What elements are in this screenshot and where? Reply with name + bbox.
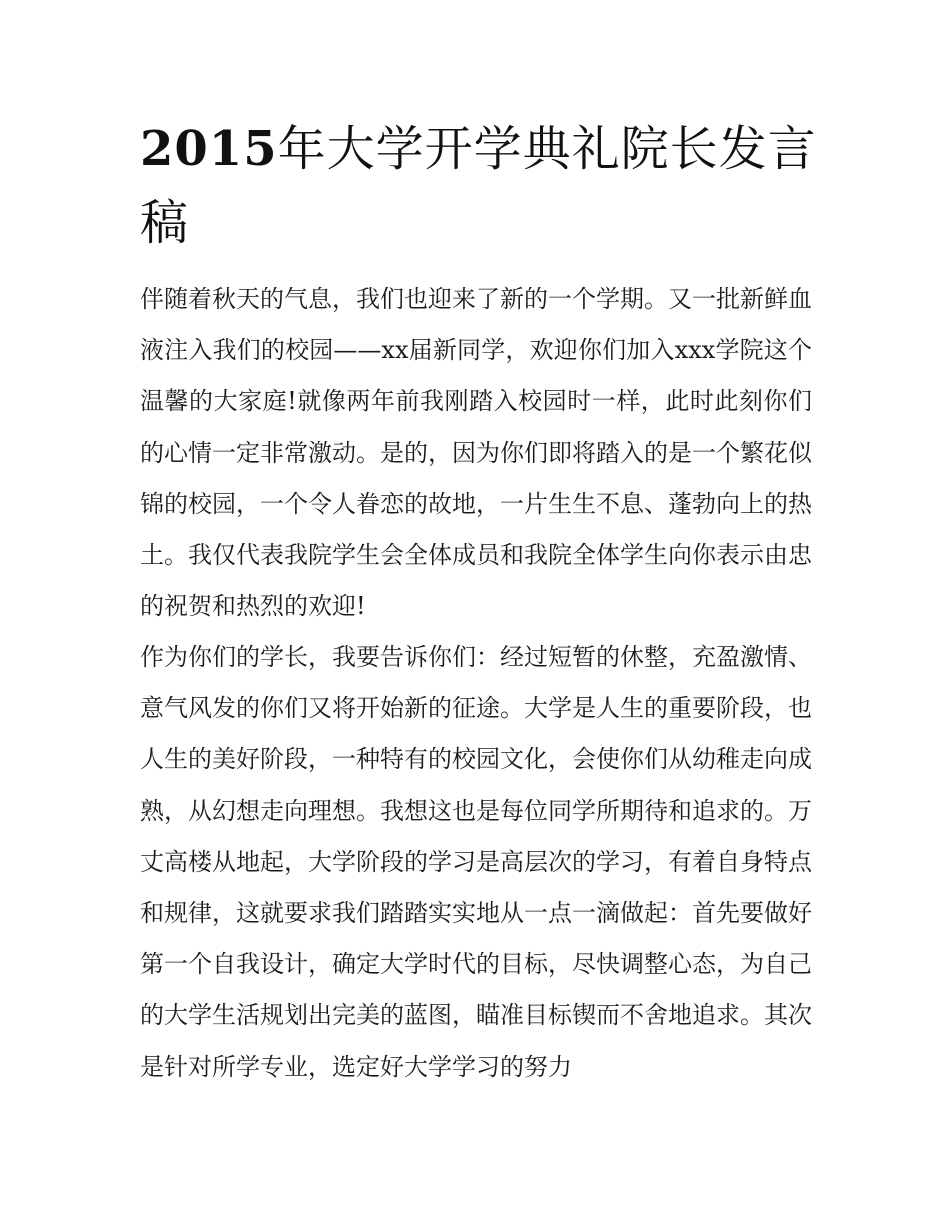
title-year: 2015	[140, 121, 278, 177]
title-text: 年大学开学典礼院长发言稿	[140, 121, 817, 251]
paragraph-1: 伴随着秋天的气息，我们也迎来了新的一个学期。又一批新鲜血液注入我们的校园——xx届新同学，欢迎你们加入xxx学院这个温馨的大家庭!就像两年前我刚踏入校园时一样，此时此刻你们的心情一定非常激动。是的，因为你们即将踏入的是一个繁花似锦的校园，一个令人眷恋的故地，一片生生不息、蓬勃向上的热土。我仅代表我院学生会全体成员和我院全体学生向你表示由忠的祝贺和热烈的欢迎!	[140, 285, 812, 621]
document-title	[140, 112, 820, 260]
paragraph-2: 作为你们的学长，我要告诉你们：经过短暂的休整，充盈激情、意气风发的你们又将开始新的征途。大学是人生的重要阶段，也人生的美好阶段，一种特有的校园文化，会使你们从幼稚走向成熟，从幻想走向理想。我想这也是每位同学所期待和追求的。万丈高楼从地起，大学阶段的学习是高层次的学习，有着自身特点和规律，这就要求我们踏踏实实地从一点一滴做起：首先要做好第一个自我设计，确定大学时代的目标，尽快调整心态，为自己的大学生活规划出完美的蓝图，瞄准目标锲而不舍地追求。其次是针对所学专业，选定好大学学习的努力	[140, 643, 812, 1081]
